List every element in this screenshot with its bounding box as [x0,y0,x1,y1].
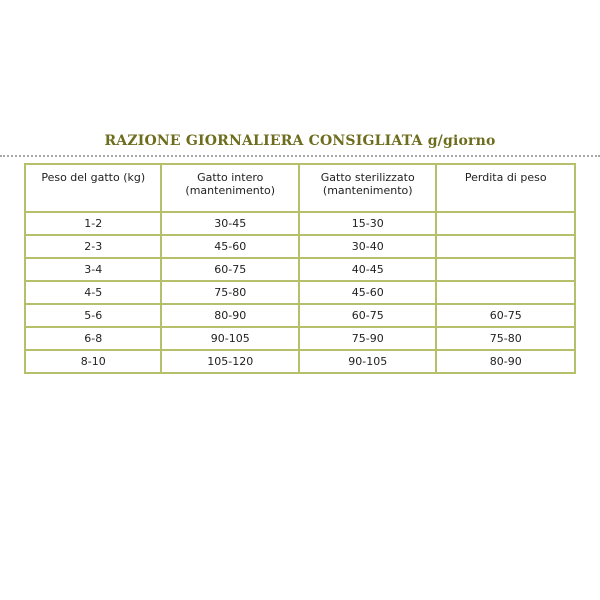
dotted-divider [0,155,600,157]
header-intact-cat: Gatto intero (mantenimento) [161,164,299,212]
cell-weight: 3-4 [25,258,161,281]
cell-sterilized: 40-45 [299,258,437,281]
ration-table [24,163,576,374]
cell-weight: 1-2 [25,212,161,235]
cell-intact: 45-60 [161,235,299,258]
cell-intact: 90-105 [161,327,299,350]
cell-weight: 2-3 [25,235,161,258]
table-row [25,258,575,281]
cell-intact: 30-45 [161,212,299,235]
table-header-row [25,164,575,212]
table-row [25,235,575,258]
cell-weight-loss: 75-80 [436,327,575,350]
cell-sterilized: 45-60 [299,281,437,304]
cell-intact: 80-90 [161,304,299,327]
cell-weight: 5-6 [25,304,161,327]
header-weight-loss: Perdita di peso [436,164,575,212]
header-sterilized-cat: Gatto sterilizzato (mantenimento) [299,164,437,212]
table-row [25,327,575,350]
table-row [25,281,575,304]
cell-weight-loss [436,212,575,235]
cell-sterilized: 90-105 [299,350,437,373]
cell-weight-loss [436,235,575,258]
cell-weight: 8-10 [25,350,161,373]
cell-weight-loss: 60-75 [436,304,575,327]
header-cat-weight: Peso del gatto (kg) [25,164,161,212]
cell-weight-loss: 80-90 [436,350,575,373]
cell-weight-loss [436,258,575,281]
cell-intact: 60-75 [161,258,299,281]
cell-sterilized: 75-90 [299,327,437,350]
cell-weight-loss [436,281,575,304]
cell-sterilized: 60-75 [299,304,437,327]
cell-intact: 75-80 [161,281,299,304]
cell-sterilized: 30-40 [299,235,437,258]
cell-intact: 105-120 [161,350,299,373]
table-row [25,212,575,235]
cell-sterilized: 15-30 [299,212,437,235]
cell-weight: 4-5 [25,281,161,304]
table-row [25,350,575,373]
page-title: RAZIONE GIORNALIERA CONSIGLIATA g/giorno [104,133,496,149]
cell-weight: 6-8 [25,327,161,350]
table-row [25,304,575,327]
